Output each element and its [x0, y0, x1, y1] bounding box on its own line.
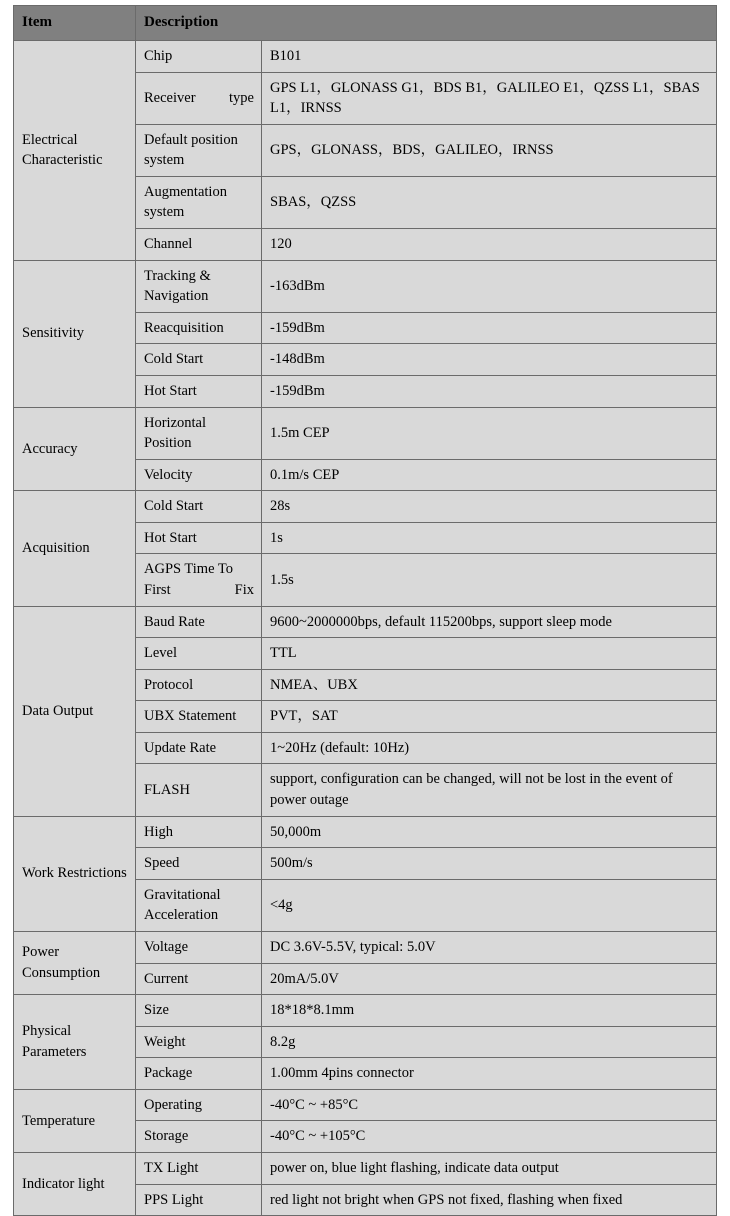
parameter-name-cell: Augmentation system: [136, 176, 262, 228]
group-label-cell: Indicator light: [14, 1152, 136, 1215]
parameter-value-cell: red light not bright when GPS not fixed, flashing when fixed: [262, 1184, 717, 1216]
group-label-cell: Data Output: [14, 606, 136, 816]
parameter-name-cell: Gravitational Acceleration: [136, 879, 262, 931]
parameter-name-cell: Cold Start: [136, 491, 262, 523]
parameter-value-cell: 20mA/5.0V: [262, 963, 717, 995]
group-label-cell: Electrical Characteristic: [14, 41, 136, 261]
group-label-cell: Accuracy: [14, 407, 136, 491]
parameter-name-cell: Voltage: [136, 931, 262, 963]
parameter-value-cell: 1.5m CEP: [262, 407, 717, 459]
parameter-name-cell: Receiver type: [136, 72, 262, 124]
parameter-name-cell: Update Rate: [136, 732, 262, 764]
group-label-cell: Physical Parameters: [14, 995, 136, 1090]
parameter-value-cell: GPS L1，GLONASS G1，BDS B1，GALILEO E1，QZSS L1，SBAS L1，IRNSS: [262, 72, 717, 124]
parameter-value-cell: 0.1m/s CEP: [262, 459, 717, 491]
parameter-value-cell: -159dBm: [262, 375, 717, 407]
table-row: [14, 995, 717, 1027]
parameter-value-cell: 1s: [262, 522, 717, 554]
parameter-name-cell: Speed: [136, 848, 262, 880]
column-header-item: Item: [14, 6, 136, 41]
group-label-cell: Temperature: [14, 1089, 136, 1152]
specification-table-container: [13, 5, 716, 1216]
table-row: [14, 1152, 717, 1184]
parameter-value-cell: 50,000m: [262, 816, 717, 848]
parameter-name-cell: Velocity: [136, 459, 262, 491]
parameter-value-cell: support, configuration can be changed, will not be lost in the event of power outage: [262, 764, 717, 816]
parameter-name-cell: FLASH: [136, 764, 262, 816]
table-row: [14, 491, 717, 523]
parameter-value-cell: SBAS，QZSS: [262, 176, 717, 228]
parameter-name-cell: UBX Statement: [136, 701, 262, 733]
parameter-value-cell: 500m/s: [262, 848, 717, 880]
parameter-value-cell: power on, blue light flashing, indicate data output: [262, 1152, 717, 1184]
group-label-cell: Acquisition: [14, 491, 136, 606]
parameter-name-cell: Cold Start: [136, 344, 262, 376]
parameter-value-cell: -163dBm: [262, 260, 717, 312]
parameter-value-cell: <4g: [262, 879, 717, 931]
table-row: [14, 41, 717, 73]
parameter-name-cell: Protocol: [136, 669, 262, 701]
parameter-name-cell: Storage: [136, 1121, 262, 1153]
parameter-name-cell: High: [136, 816, 262, 848]
group-label-cell: Power Consumption: [14, 931, 136, 994]
parameter-name-cell: Size: [136, 995, 262, 1027]
table-row: [14, 931, 717, 963]
parameter-name-cell: Chip: [136, 41, 262, 73]
parameter-value-cell: 1.00mm 4pins connector: [262, 1058, 717, 1090]
parameter-name-cell: Horizontal Position: [136, 407, 262, 459]
parameter-value-cell: DC 3.6V-5.5V, typical: 5.0V: [262, 931, 717, 963]
parameter-name-cell: Current: [136, 963, 262, 995]
parameter-value-cell: 8.2g: [262, 1026, 717, 1058]
parameter-value-cell: PVT，SAT: [262, 701, 717, 733]
table-body: [14, 41, 717, 1216]
table-header: [14, 6, 717, 41]
header-row: [14, 6, 717, 41]
parameter-name-cell: Reacquisition: [136, 312, 262, 344]
parameter-value-cell: -159dBm: [262, 312, 717, 344]
parameter-name-cell: Hot Start: [136, 375, 262, 407]
parameter-name-cell: Package: [136, 1058, 262, 1090]
parameter-name-cell: AGPS Time To First Fix: [136, 554, 262, 606]
parameter-name-cell: Default position system: [136, 124, 262, 176]
parameter-value-cell: GPS，GLONASS，BDS，GALILEO，IRNSS: [262, 124, 717, 176]
parameter-name-cell: Baud Rate: [136, 606, 262, 638]
table-row: [14, 1089, 717, 1121]
parameter-name-cell: Level: [136, 638, 262, 670]
table-row: [14, 260, 717, 312]
parameter-value-cell: -148dBm: [262, 344, 717, 376]
parameter-value-cell: NMEA、UBX: [262, 669, 717, 701]
table-row: [14, 606, 717, 638]
parameter-name-cell: Weight: [136, 1026, 262, 1058]
specification-table: [13, 5, 717, 1216]
column-header-description: Description: [136, 6, 717, 41]
parameter-value-cell: B101: [262, 41, 717, 73]
table-row: [14, 407, 717, 459]
parameter-value-cell: 18*18*8.1mm: [262, 995, 717, 1027]
parameter-name-cell: Operating: [136, 1089, 262, 1121]
parameter-value-cell: -40°C ~ +105°C: [262, 1121, 717, 1153]
parameter-name-cell: Tracking & Navigation: [136, 260, 262, 312]
group-label-cell: Work Restrictions: [14, 816, 136, 931]
parameter-name-cell: Hot Start: [136, 522, 262, 554]
parameter-value-cell: 28s: [262, 491, 717, 523]
parameter-value-cell: 1.5s: [262, 554, 717, 606]
group-label-cell: Sensitivity: [14, 260, 136, 407]
parameter-name-cell: Channel: [136, 229, 262, 261]
parameter-name-cell: PPS Light: [136, 1184, 262, 1216]
parameter-value-cell: 9600~2000000bps, default 115200bps, support sleep mode: [262, 606, 717, 638]
parameter-value-cell: TTL: [262, 638, 717, 670]
parameter-value-cell: -40°C ~ +85°C: [262, 1089, 717, 1121]
table-row: [14, 816, 717, 848]
parameter-name-cell: TX Light: [136, 1152, 262, 1184]
parameter-value-cell: 1~20Hz (default: 10Hz): [262, 732, 717, 764]
parameter-value-cell: 120: [262, 229, 717, 261]
